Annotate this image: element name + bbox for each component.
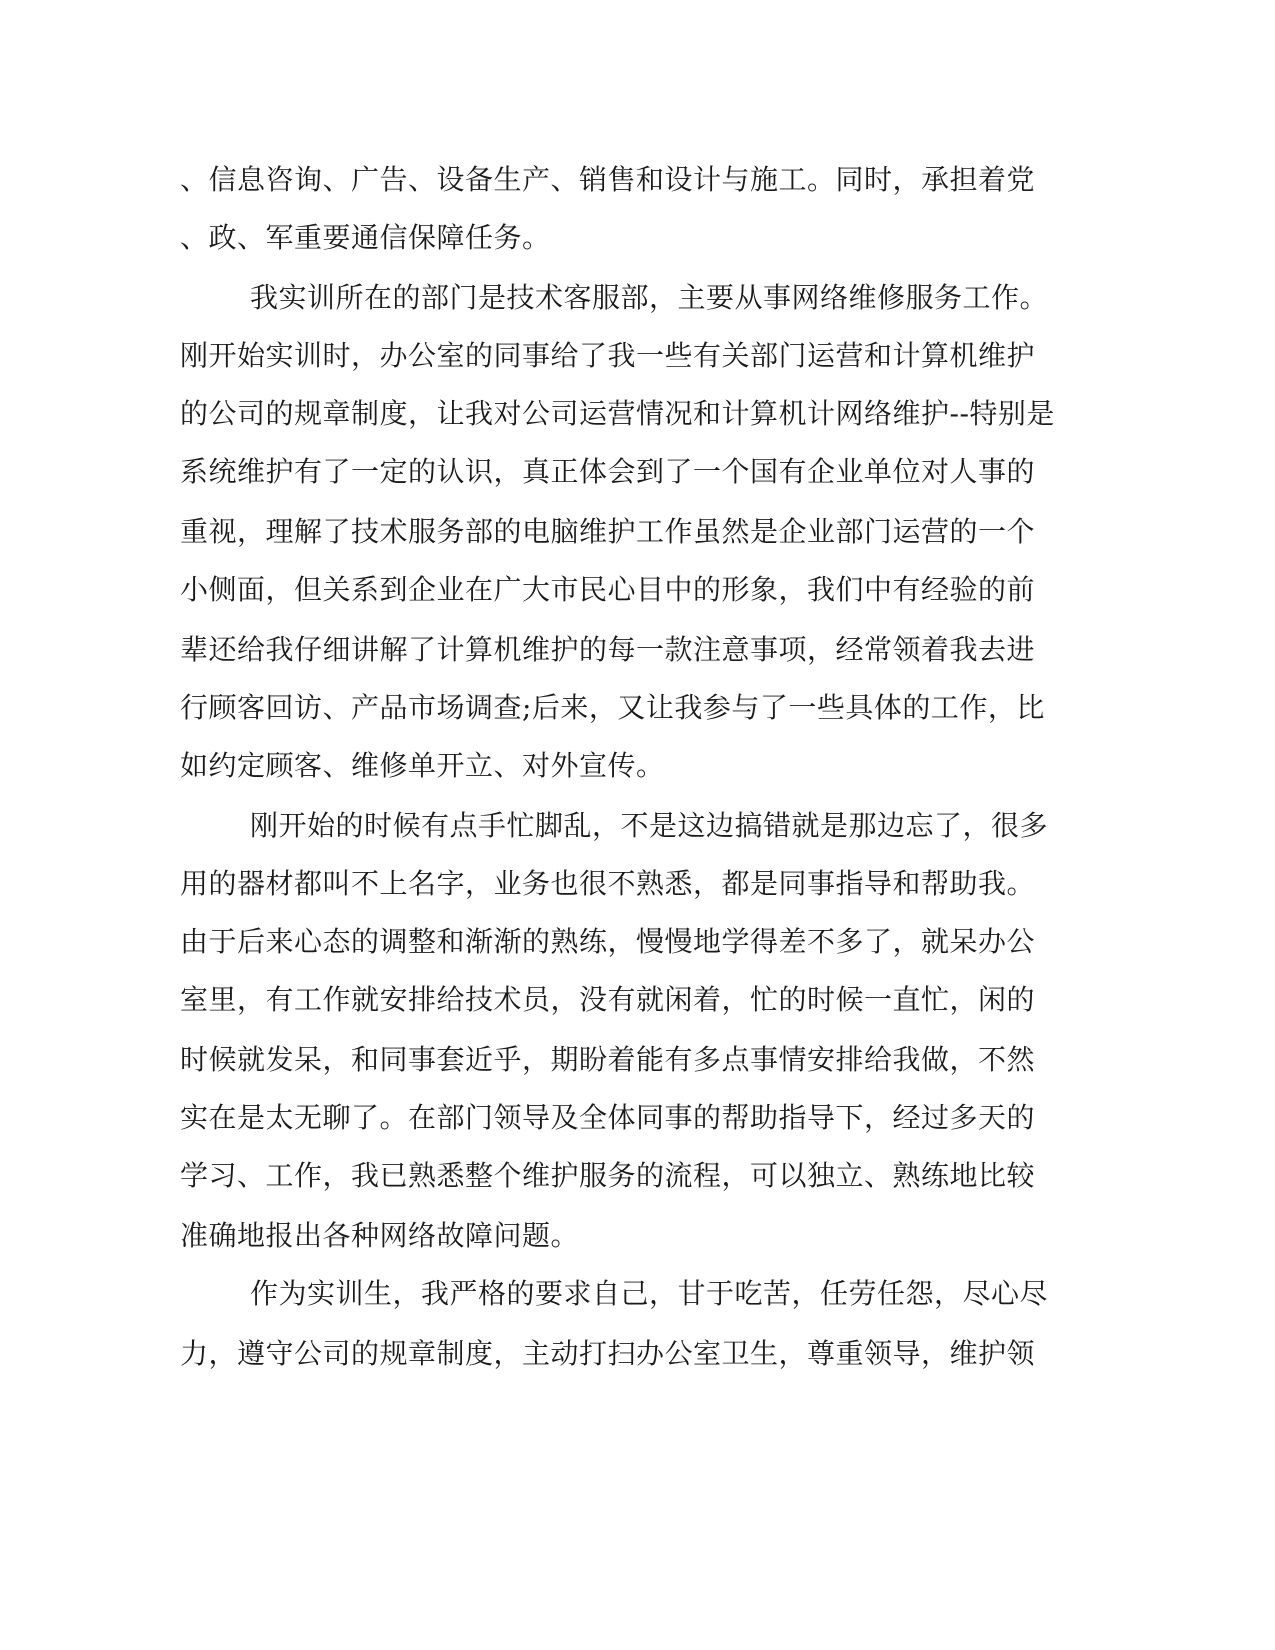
text-line: 刚开始实训时，办公室的同事给了我一些有关部门运营和计算机维护	[180, 339, 1036, 372]
text-line: 、政、军重要通信保障任务。	[180, 221, 551, 254]
text-line: 时候就发呆，和同事套近乎，期盼着能有多点事情安排给我做，不然	[180, 1043, 1036, 1076]
paragraph-first-line: 刚开始的时候有点手忙脚乱，不是这边搞错就是那边忘了，很多	[250, 809, 1049, 842]
text-line: 准确地报出各种网络故障问题。	[180, 1219, 580, 1252]
text-line: 、信息咨询、广告、设备生产、销售和设计与施工。同时，承担着党	[180, 163, 1036, 196]
text-line: 的公司的规章制度，让我对公司运营情况和计算机计网络维护--特别是	[180, 397, 1055, 430]
text-line: 辈还给我仔细讲解了计算机维护的每一款注意事项，经常领着我去进	[180, 633, 1036, 666]
paragraph-first-line: 作为实训生，我严格的要求自己，甘于吃苦，任劳任怨，尽心尽	[250, 1277, 1049, 1310]
text-line: 小侧面，但关系到企业在广大市民心目中的形象，我们中有经验的前	[180, 573, 1036, 606]
text-line: 力，遵守公司的规章制度，主动打扫办公室卫生，尊重领导，维护领	[180, 1337, 1036, 1370]
text-line: 重视，理解了技术服务部的电脑维护工作虽然是企业部门运营的一个	[180, 515, 1036, 548]
text-line: 系统维护有了一定的认识，真正体会到了一个国有企业单位对人事的	[180, 455, 1036, 488]
text-line: 行顾客回访、产品市场调查;后来，又让我参与了一些具体的工作，比	[180, 691, 1045, 724]
text-line: 学习、工作，我已熟悉整个维护服务的流程，可以独立、熟练地比较	[180, 1159, 1036, 1192]
text-line: 实在是太无聊了。在部门领导及全体同事的帮助指导下，经过多天的	[180, 1101, 1036, 1134]
text-line: 如约定顾客、维修单开立、对外宣传。	[180, 749, 665, 782]
text-line: 用的器材都叫不上名字，业务也很不熟悉，都是同事指导和帮助我。	[180, 867, 1036, 900]
paragraph-first-line: 我实训所在的部门是技术客服部，主要从事网络维修服务工作。	[250, 281, 1049, 314]
text-line: 由于后来心态的调整和渐渐的熟练，慢慢地学得差不多了，就呆办公	[180, 925, 1036, 958]
text-line: 室里，有工作就安排给技术员，没有就闲着，忙的时候一直忙，闲的	[180, 983, 1036, 1016]
